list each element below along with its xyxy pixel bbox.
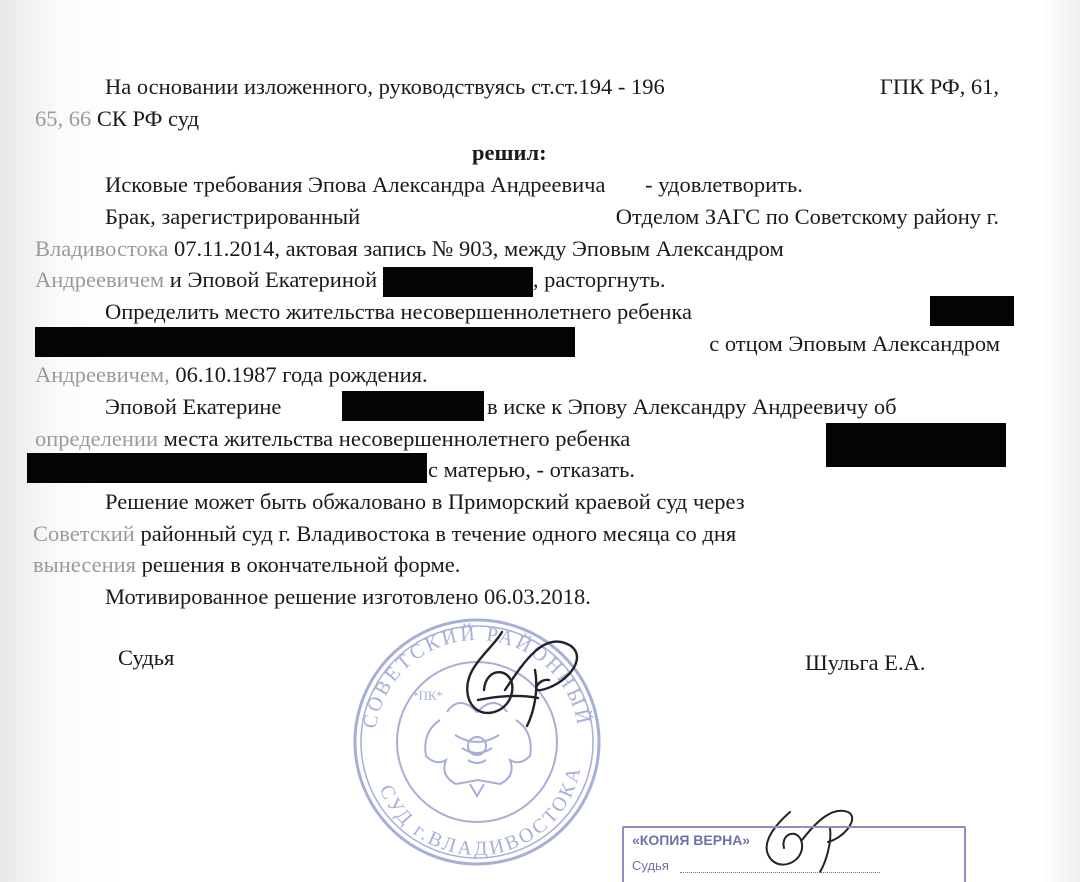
text-span: в иске к Эпову Александру Андреевичу об — [487, 394, 897, 419]
text-span: и Эповой Екатериной — [169, 267, 378, 292]
text-span: Брак, зарегистрированный — [105, 204, 361, 229]
text-span: с отцом Эповым Александром — [709, 331, 1000, 356]
faded-text: Андреевичем — [35, 267, 165, 292]
copy-stamp-line: Судья — [632, 858, 669, 873]
text-span: - удовлетворить. — [645, 172, 803, 197]
copy-stamp-underline — [680, 872, 880, 873]
text-span: На основании изложенного, руководствуясь ст.ст.194 - 196 — [105, 74, 665, 99]
text-span: Эповой Екатерине — [105, 394, 282, 419]
text-span: СК РФ суд — [96, 106, 200, 131]
judge-name: Шульга Е.А. — [805, 650, 926, 675]
text-span: районный суд г. Владивостока в течение одного месяца со дня — [140, 521, 737, 546]
faded-text: вынесения — [33, 552, 137, 577]
text-span: Определить место жительства несовершеннолетнего ребенка — [105, 299, 692, 324]
faded-text: определении — [35, 426, 159, 451]
faded-text: Владивостока — [35, 236, 169, 261]
judge-label: Судья — [118, 645, 175, 670]
text-span: места жительства несовершеннолетнего ребенка — [163, 426, 631, 451]
faded-text: 65, 66 — [35, 106, 92, 131]
seal-small-text: *ПК* — [412, 688, 444, 703]
text-span: , расторгнуть. — [532, 267, 666, 292]
eagle-emblem-icon — [425, 703, 530, 796]
faded-text: Андреевичем, — [35, 362, 170, 387]
svg-text:СОВЕТСКИЙ РАЙОННЫЙ — [359, 622, 596, 731]
text-span: ГПК РФ, 61, — [879, 74, 999, 99]
copy-stamp — [622, 826, 966, 882]
text-span: Отделом ЗАГС по Советскому району г. — [615, 204, 999, 229]
copy-stamp-title: «КОПИЯ ВЕРНА» — [632, 832, 751, 848]
court-seal — [355, 620, 599, 864]
text-span: Мотивированное решение изготовлено 06.03.2018. — [105, 584, 591, 609]
text-span: 07.11.2014, актовая запись № 903, между Эповым Александром — [173, 236, 784, 261]
text-span: 06.10.1987 года рождения. — [175, 362, 428, 387]
seal-bottom-text: СУД г.ВЛАДИВОСТОКА — [374, 762, 586, 861]
text-span: Решение может быть обжаловано в Приморский краевой суд через — [105, 489, 745, 514]
text-span: решения в окончательной форме. — [141, 552, 461, 577]
seal-top-text: СОВЕТСКИЙ РАЙОННЫЙ — [358, 622, 595, 731]
faded-text: Советский — [33, 521, 135, 546]
text-span: Исковые требования Эпова Александра Андреевича — [105, 172, 606, 197]
text-span: с матерью, - отказать. — [428, 457, 635, 482]
decision-heading: решил: — [472, 140, 547, 165]
